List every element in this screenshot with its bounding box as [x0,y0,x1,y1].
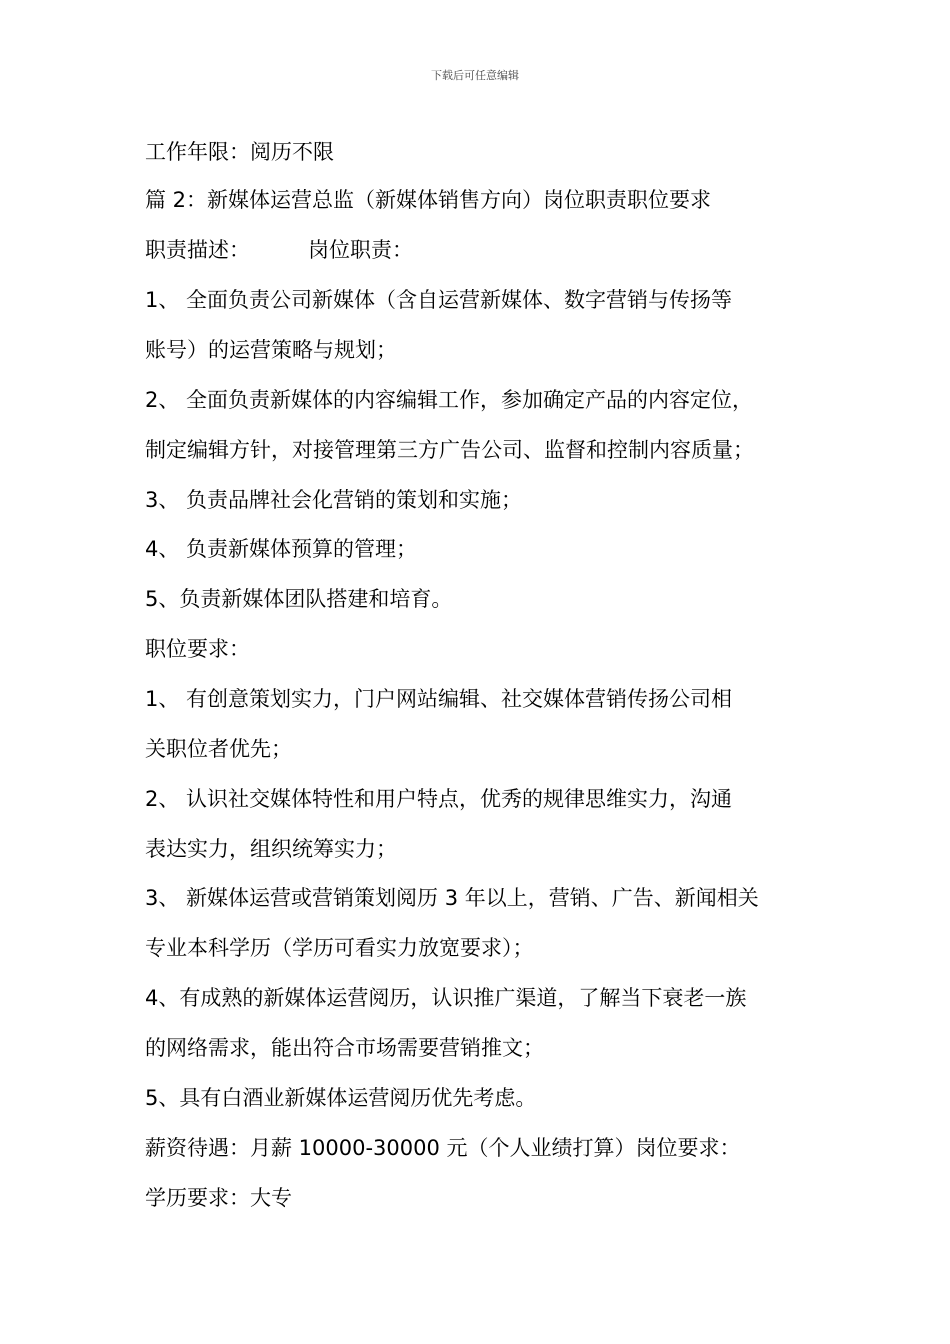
text-line-duties-heading [145,236,413,264]
text-line-salary: 薪资待遇：月薪 10000-30000 元（个人业绩打算）岗位要求： [145,1136,741,1160]
text-line-duty-3: 3、 负责品牌社会化营销的策划和实施； [145,488,523,512]
text-line-req-5: 5、具有白酒业新媒体运营阅历优先考虑。 [145,1086,537,1110]
text-line-education: 学历要求：大专 [145,1186,292,1210]
text-line-duty-5: 5、负责新媒体团队搭建和培育。 [145,587,453,611]
text-line-section-title: 篇 2：新媒体运营总监（新媒体销售方向）岗位职责职位要求 [145,188,712,212]
text-line-duty-1a: 1、 全面负责公司新媒体（含自运营新媒体、数字营销与传扬等 [145,288,733,312]
text-line-req-3b: 专业本科学历（学历可看实力放宽要求）； [145,936,534,960]
text-line-req-3a: 3、 新媒体运营或营销策划阅历 3 年以上，营销、广告、新闻相关 [145,886,759,910]
text-line-req-2b: 表达实力，组织统筹实力； [145,837,397,861]
text-line-req-1b: 关职位者优先； [145,737,292,761]
post-duties-label: 岗位职责： [308,238,413,262]
text-line-duty-4: 4、 负责新媒体预算的管理； [145,537,418,561]
duty-description-label: 职责描述： [145,238,250,262]
text-line-duty-2b: 制定编辑方针，对接管理第三方广告公司、监督和控制内容质量； [145,438,754,462]
page-header: 下载后可任意编辑 [431,69,519,82]
text-line-req-2a: 2、 认识社交媒体特性和用户特点，优秀的规律思维实力，沟通 [145,787,733,811]
text-line-duty-1b: 账号）的运营策略与规划； [145,338,397,362]
text-line-req-1a: 1、 有创意策划实力，门户网站编辑、社交媒体营销传扬公司相 [145,687,733,711]
text-line-work-years: 工作年限：阅历不限 [145,140,334,164]
text-line-requirements-heading: 职位要求： [145,637,250,661]
text-line-req-4b: 的网络需求，能出符合市场需要营销推文； [145,1036,544,1060]
text-line-duty-2a: 2、 全面负责新媒体的内容编辑工作，参加确定产品的内容定位， [145,388,754,412]
text-line-req-4a: 4、有成熟的新媒体运营阅历，认识推广渠道，了解当下衰老一族 [145,986,747,1010]
